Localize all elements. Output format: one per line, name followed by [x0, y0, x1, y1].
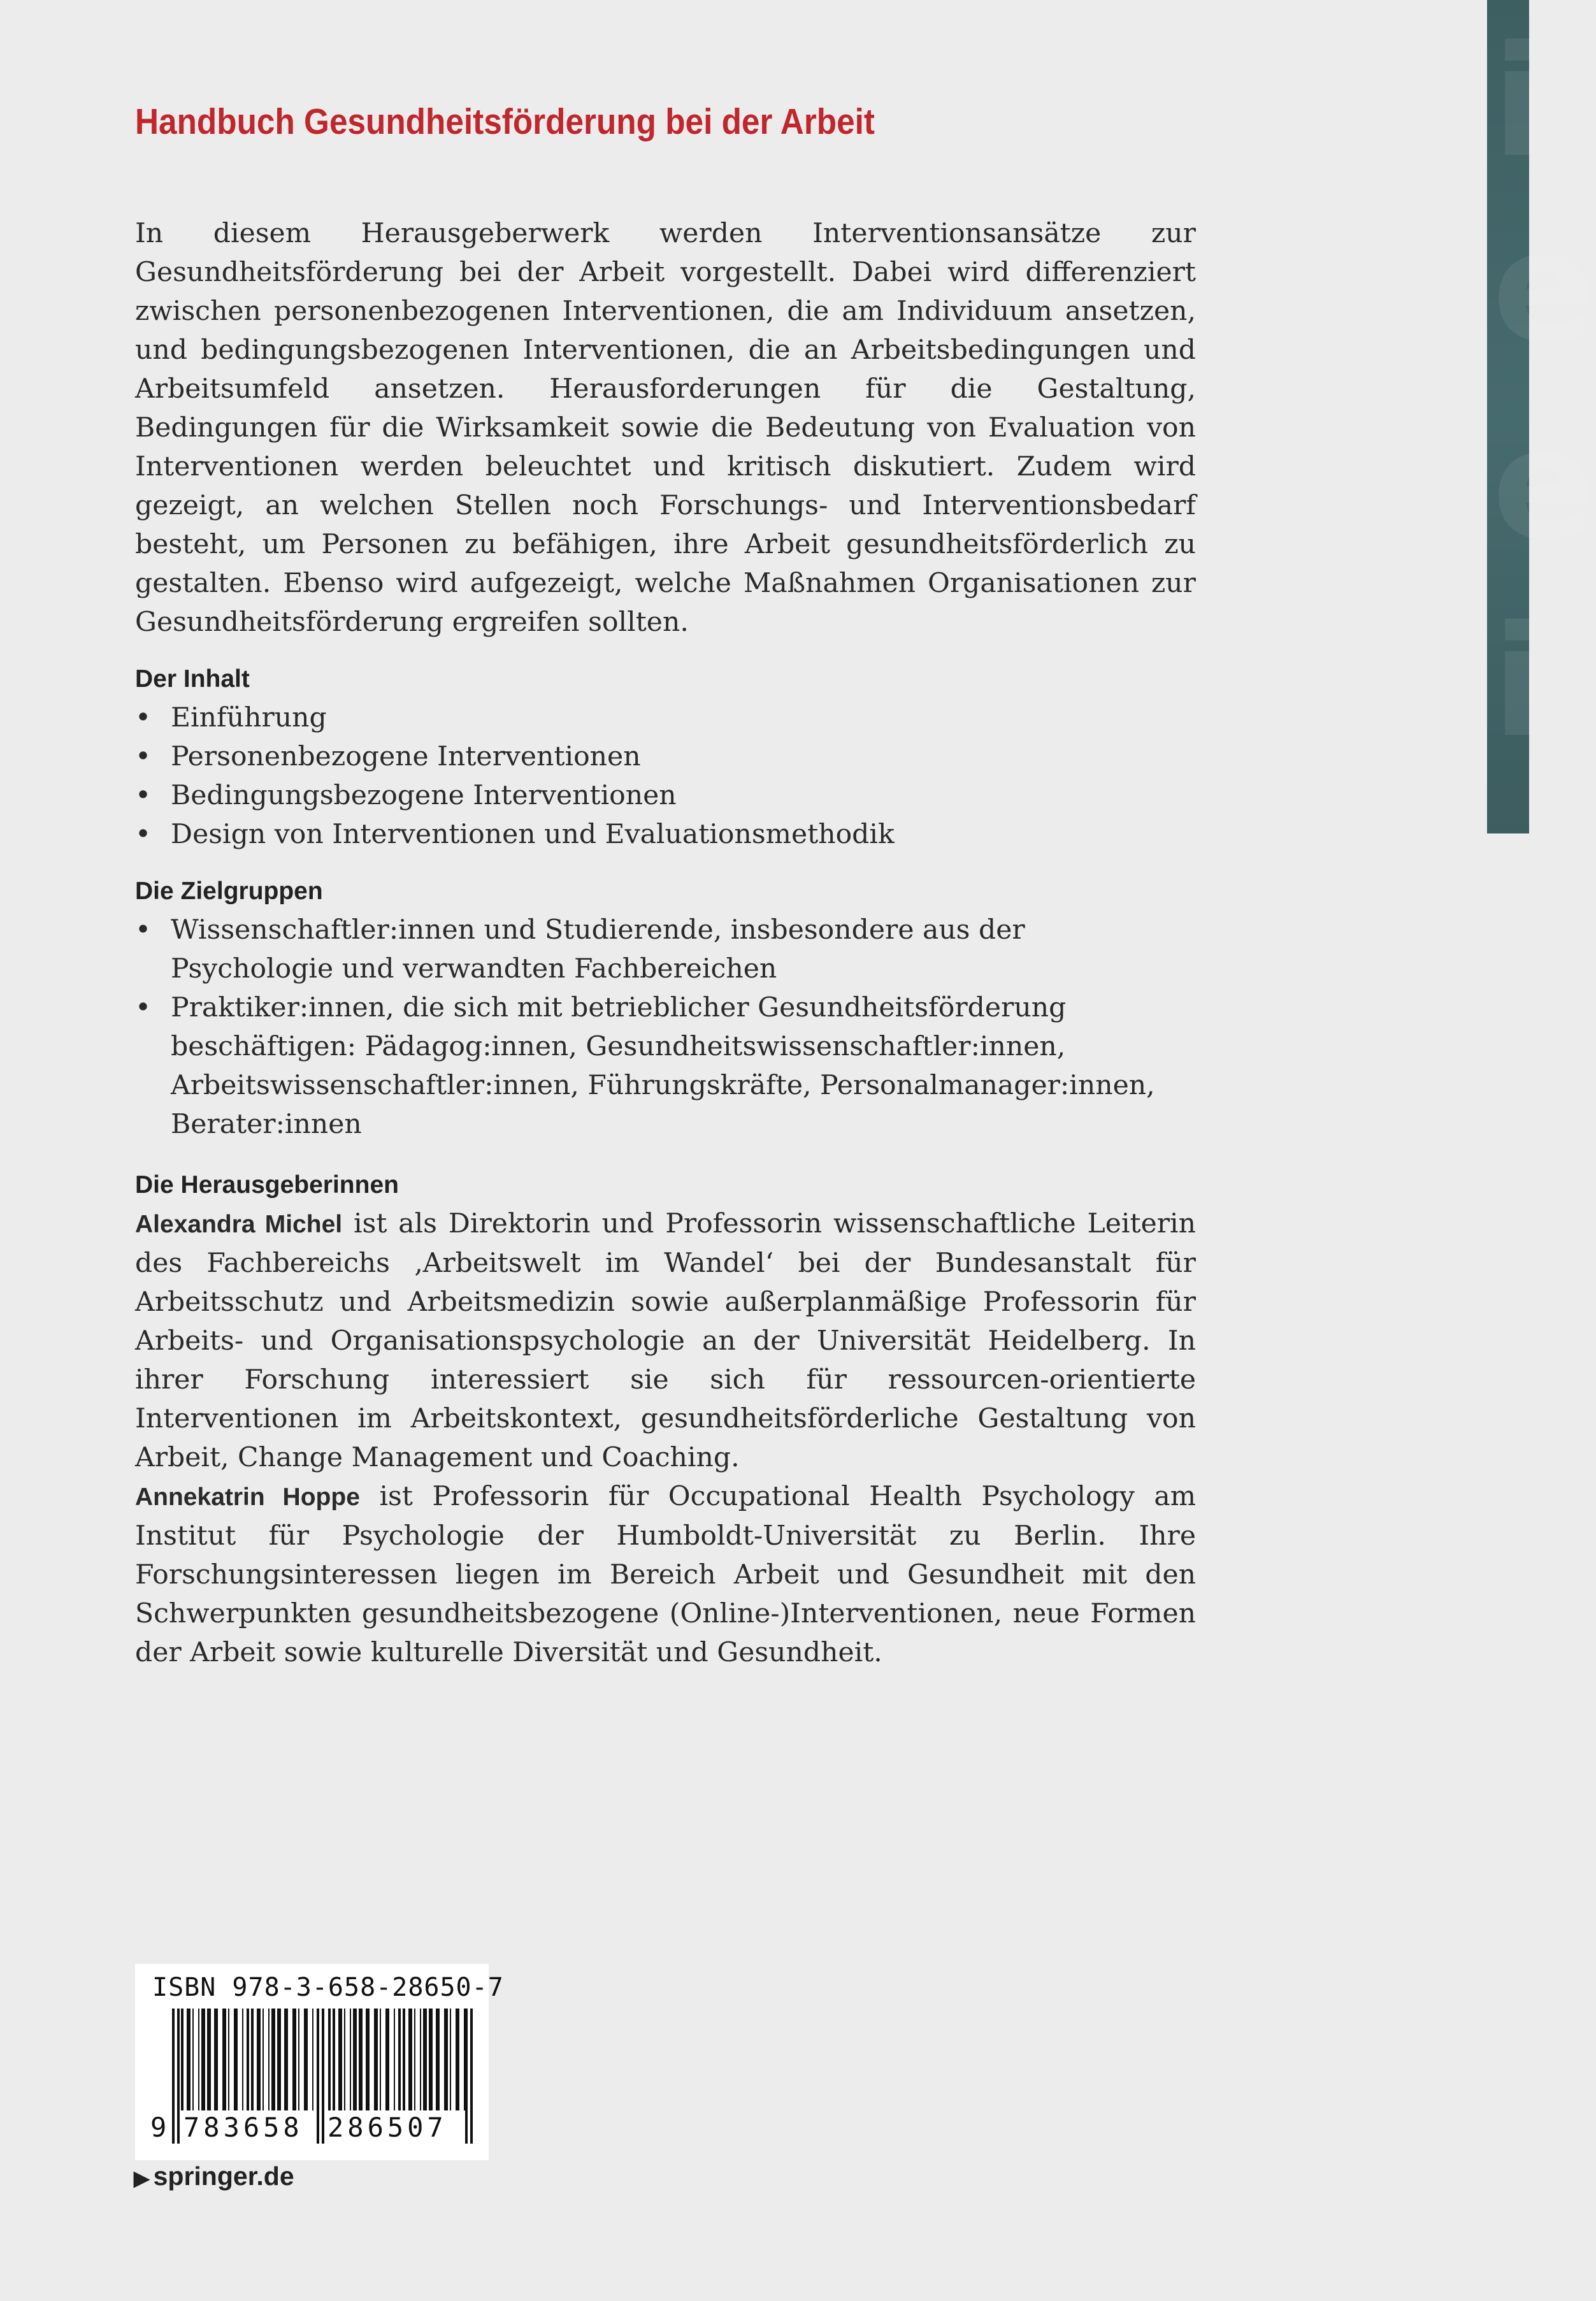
bullet-icon: •	[135, 819, 152, 850]
bullet-icon: •	[135, 702, 152, 733]
contents-heading: Der Inhalt	[135, 665, 250, 693]
audience-heading: Die Zielgruppen	[135, 877, 323, 905]
isbn-number: ISBN 978-3-658-28650-7	[152, 1973, 504, 2002]
editor-name: Annekatrin Hoppe	[135, 1483, 360, 1511]
barcode-first-digit: 9	[150, 2112, 167, 2143]
bullet-icon: •	[135, 914, 152, 946]
editor-bio: Annekatrin Hoppe ist Professorin für Occupational Health Psychology am Institut für Psychologie der Humboldt-Universität zu Berlin. Ihre Forschungsinteressen liegen im Bereich Arbeit und Gesundheit mit den Schwerpunkten gesundheitsbezogene (Online-)Interventionen, neue Formen der Arbeit sowie kulturelle Diversität und Gesundheit.	[135, 1481, 1196, 1668]
cover-spine-decoration: i e e i	[1487, 0, 1529, 833]
bullet-icon: •	[135, 741, 152, 772]
editors-heading: Die Herausgeberinnen	[135, 1171, 399, 1199]
audience-list	[135, 911, 1196, 1144]
list-item: • Design von Interventionen und Evaluationsmethodik	[135, 815, 1196, 854]
editor-name: Alexandra Michel	[135, 1211, 343, 1238]
isbn-barcode-box	[135, 1964, 504, 2160]
list-item: • Bedingungsbezogene Interventionen	[135, 776, 1196, 815]
editor-bio: Alexandra Michel ist als Direktorin und Professorin wissenschaftliche Leiterin des Fachbereichs ‚Arbeitswelt im Wandel‘ bei der Bundesanstalt für Arbeitsschutz und Arbeitsmedizin sowie außerplanmäßige Professorin für Arbeits- und Organisationspsychologie an der Universität Heidelberg. In ihrer Forschung interessiert sie sich für ressourcen-orientierte Interventionen im Arbeitskontext, gesundheitsförderliche Gestaltung von Arbeit, Change Management und Coaching.	[135, 1208, 1197, 1473]
play-arrow-icon: ▶	[134, 2167, 150, 2189]
barcode-right-digits: 286507	[327, 2112, 447, 2143]
back-cover-text	[135, 214, 1196, 1672]
list-item: • Wissenschaftler:innen und Studierende, insbesondere aus der Psychologie und verwandten Fachbereichen	[135, 911, 1196, 988]
contents-list	[135, 698, 1196, 854]
list-item: • Einführung	[135, 698, 1196, 737]
publisher-link[interactable]: ▶ springer.de	[134, 2161, 294, 2191]
barcode-digits	[149, 2112, 480, 2147]
bullet-icon: •	[135, 992, 152, 1023]
list-item: • Personenbezogene Interventionen	[135, 737, 1196, 776]
book-title: Handbuch Gesundheitsförderung bei der Arbeit	[135, 101, 875, 142]
list-item: • Praktiker:innen, die sich mit betrieblicher Gesundheitsförderung beschäftigen: Pädagog:innen, Gesundheitswissenschaftler:innen, Arbeitswissenschaftler:innen, Führungskräfte, Personalmanager:innen, Berater:innen	[135, 988, 1196, 1144]
barcode-left-digits: 783658	[183, 2112, 303, 2143]
intro-paragraph: In diesem Herausgeberwerk werden Interventionsansätze zur Gesundheitsförderung bei der Arbeit vorgestellt. Dabei wird differenziert zwischen personenbezogenen Interventionen, die am Individuum ansetzen, und bedingungsbezogenen Interventionen, die an Arbeitsbedingungen und Arbeitsumfeld ansetzen. Herausforderungen für die Gestaltung, Bedingungen für die Wirksamkeit sowie die Bedeutung von Evaluation von Interventionen werden beleuchtet und kritisch diskutiert. Zudem wird gezeigt, an welchen Stellen noch Forschungs- und Interventionsbedarf besteht, um Personen zu befähigen, ihre Arbeit gesundheitsförderlich zu gestalten. Ebenso wird aufgezeigt, welche Maßnahmen Organisationen zur Gesundheitsförderung ergreifen sollten.	[135, 218, 1196, 638]
bullet-icon: •	[135, 780, 152, 811]
